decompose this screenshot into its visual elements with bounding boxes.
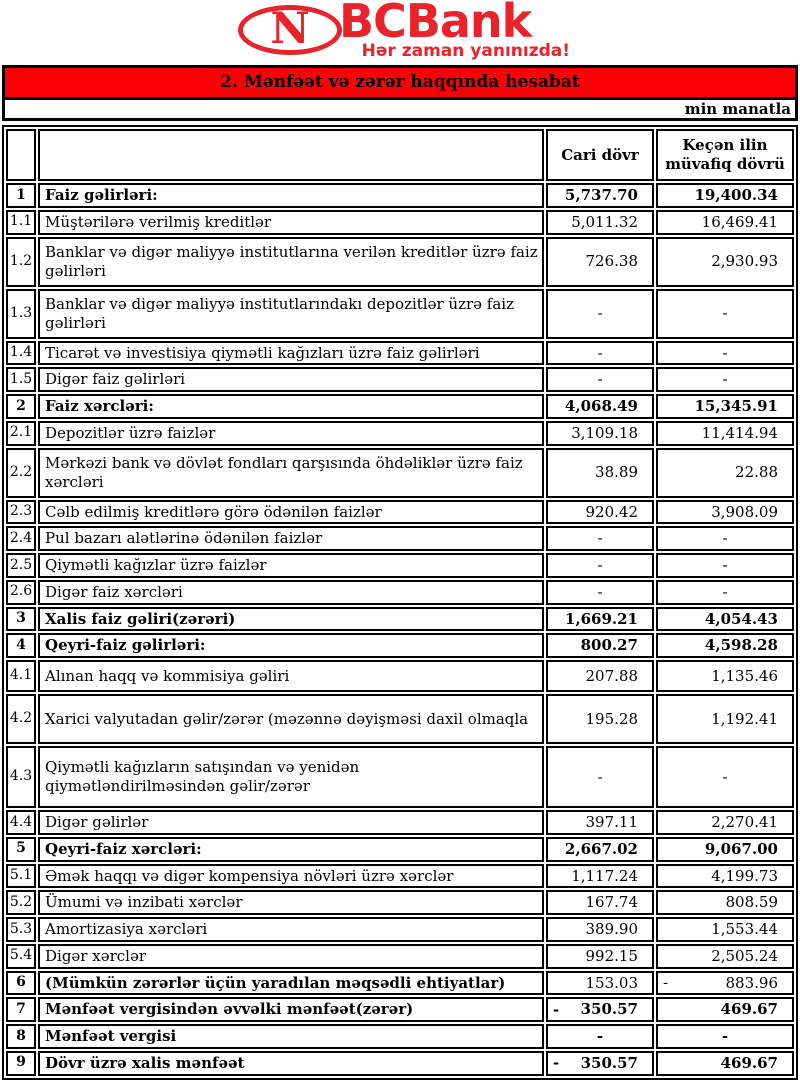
previous-value: 3,908.09: [711, 502, 778, 521]
previous-period-cell: [656, 237, 794, 287]
unit-note: min manatla: [2, 97, 798, 121]
logo-monogram: N: [270, 4, 310, 54]
current-period-cell: [546, 890, 654, 915]
row-label-cell: Digər faiz gəlirləri: [38, 367, 544, 392]
current-value: -: [597, 304, 603, 323]
previous-value: -: [722, 767, 728, 786]
previous-value: 9,067.00: [704, 839, 778, 858]
current-period-cell: [546, 183, 654, 208]
row-number-cell: 5.3: [6, 917, 36, 942]
row-number-cell: 4.2: [6, 694, 36, 744]
negative-sign: -: [553, 1053, 560, 1072]
row-label-cell: (Mümkün zərərlər üçün yaradılan məqsədli ehtiyatlar): [38, 971, 544, 996]
previous-period-cell: [656, 944, 794, 969]
previous-value: -: [722, 304, 728, 323]
table-row: [6, 448, 794, 498]
previous-period-cell: [656, 633, 794, 658]
table-row: [6, 660, 794, 692]
row-label-cell: Banklar və digər maliyyə institutlarına verilən kreditlər üzrə faiz gəlirləri: [38, 237, 544, 287]
current-period-cell: [546, 1024, 654, 1049]
current-value: 389.90: [585, 920, 638, 938]
row-label-cell: Faiz gəlirləri:: [38, 183, 544, 208]
table-row: [6, 633, 794, 658]
row-number-cell: 4.3: [6, 746, 36, 808]
current-value: 397.11: [585, 813, 638, 831]
row-number-cell: 6: [6, 971, 36, 996]
current-value: -: [597, 370, 603, 389]
table-row: [6, 580, 794, 605]
row-label-cell: Əmək haqqı və digər kompensiya növləri üzrə xərclər: [38, 864, 544, 889]
current-value: 207.88: [585, 666, 638, 685]
row-label-cell: Depozitlər üzrə faizlər: [38, 421, 544, 446]
row-number-cell: 4.1: [6, 660, 36, 692]
previous-value: 808.59: [725, 893, 778, 912]
previous-value: 1,553.44: [711, 920, 778, 938]
current-period-cell: [546, 500, 654, 525]
row-number-cell: 8: [6, 1024, 36, 1049]
table-row: [6, 607, 794, 632]
previous-value: 4,054.43: [704, 609, 778, 628]
previous-period-cell: [656, 448, 794, 498]
previous-value: 2,930.93: [711, 252, 778, 271]
previous-value: -: [722, 582, 728, 601]
table-row: [6, 421, 794, 446]
row-label-cell: Dövr üzrə xalis mənfəət: [38, 1051, 544, 1076]
previous-value: 1,135.46: [711, 666, 778, 685]
table-row: [6, 890, 794, 915]
row-number-cell: 1.1: [6, 210, 36, 235]
current-value: 992.15: [585, 946, 638, 965]
current-period-cell: [546, 997, 654, 1022]
header-previous-period: Keçən ilin müvafiq dövrü: [656, 129, 794, 181]
table-row: [6, 944, 794, 969]
negative-sign: -: [663, 973, 669, 992]
previous-value: 11,414.94: [701, 423, 778, 442]
previous-value: 2,270.41: [711, 813, 778, 831]
table-row: [6, 210, 794, 235]
row-number-cell: 9: [6, 1051, 36, 1076]
current-period-cell: [546, 210, 654, 235]
previous-value: 469.67: [720, 1000, 778, 1019]
current-period-cell: [546, 810, 654, 835]
previous-period-cell: [656, 971, 794, 996]
current-value: 350.57: [580, 1053, 638, 1072]
current-value: 5,737.70: [564, 186, 638, 204]
previous-value: -: [721, 1027, 729, 1045]
table-row: [6, 500, 794, 525]
previous-period-cell: [656, 997, 794, 1022]
logo-wordmark: BCBank: [339, 0, 532, 48]
row-number-cell: 1.5: [6, 367, 36, 392]
current-period-cell: [546, 864, 654, 889]
table-row: [6, 237, 794, 287]
current-period-cell: [546, 289, 654, 339]
current-period-cell: [546, 448, 654, 498]
previous-period-cell: [656, 864, 794, 889]
previous-period-cell: [656, 890, 794, 915]
table-row: [6, 183, 794, 208]
current-value: -: [597, 343, 603, 362]
previous-period-cell: [656, 580, 794, 605]
row-number-cell: 2.3: [6, 500, 36, 525]
row-number-cell: 2.1: [6, 421, 36, 446]
header-label-cell: [38, 129, 544, 181]
previous-period-cell: [656, 526, 794, 551]
row-label-cell: Cəlb edilmiş kreditlərə görə ödənilən faizlər: [38, 500, 544, 525]
header-current-period: Cari dövr: [546, 129, 654, 181]
previous-period-cell: [656, 289, 794, 339]
row-number-cell: 3: [6, 607, 36, 632]
previous-period-cell: [656, 837, 794, 862]
row-number-cell: 7: [6, 997, 36, 1022]
previous-period-cell: [656, 341, 794, 366]
row-number-cell: 1.3: [6, 289, 36, 339]
current-period-cell: [546, 694, 654, 744]
current-period-cell: [546, 394, 654, 419]
row-label-cell: Mərkəzi bank və dövlət fondları qarşısında öhdəliklər üzrə faiz xərcləri: [38, 448, 544, 498]
table-row: [6, 837, 794, 862]
previous-value: 19,400.34: [694, 186, 778, 204]
previous-value: -: [722, 343, 728, 362]
row-number-cell: 4.4: [6, 810, 36, 835]
previous-value: 883.96: [725, 973, 778, 992]
table-row: [6, 553, 794, 578]
table-row: [6, 526, 794, 551]
previous-value: -: [722, 370, 728, 389]
previous-period-cell: [656, 660, 794, 692]
row-number-cell: 1.2: [6, 237, 36, 287]
table-row: [6, 1024, 794, 1049]
row-label-cell: Müştərilərə verilmiş kreditlər: [38, 210, 544, 235]
row-label-cell: Digər gəlirlər: [38, 810, 544, 835]
row-number-cell: 4: [6, 633, 36, 658]
row-label-cell: Ümumi və inzibati xərclər: [38, 890, 544, 915]
previous-period-cell: [656, 1051, 794, 1076]
current-period-cell: [546, 746, 654, 808]
row-number-cell: 5: [6, 837, 36, 862]
current-period-cell: [546, 341, 654, 366]
current-value: 195.28: [585, 709, 638, 728]
previous-period-cell: [656, 1024, 794, 1049]
current-value: 4,068.49: [564, 397, 638, 415]
current-value: 2,667.02: [564, 839, 638, 858]
header-number-cell: [6, 129, 36, 181]
previous-period-cell: [656, 810, 794, 835]
previous-period-cell: [656, 746, 794, 808]
current-value: 38.89: [595, 463, 638, 482]
row-label-cell: Digər faiz xərcləri: [38, 580, 544, 605]
table-row: [6, 746, 794, 808]
report-title: 2. Mənfəət və zərər haqqında hesabat: [2, 65, 798, 97]
row-label-cell: Alınan haqq və kommisiya gəliri: [38, 660, 544, 692]
current-period-cell: [546, 1051, 654, 1076]
previous-period-cell: [656, 607, 794, 632]
current-value: -: [597, 767, 603, 786]
row-label-cell: Faiz xərcləri:: [38, 394, 544, 419]
current-period-cell: [546, 421, 654, 446]
row-label-cell: Qiymətli kağızlar üzrə faizlər: [38, 553, 544, 578]
current-period-cell: [546, 526, 654, 551]
current-period-cell: [546, 917, 654, 942]
row-label-cell: Pul bazarı alətlərinə ödənilən faizlər: [38, 526, 544, 551]
previous-period-cell: [656, 367, 794, 392]
table-row: [6, 1051, 794, 1076]
previous-value: -: [722, 556, 728, 574]
current-value: 1,669.21: [564, 609, 638, 628]
current-value: 153.03: [585, 973, 638, 992]
current-value: -: [597, 529, 603, 548]
row-label-cell: Qeyri-faiz gəlirləri:: [38, 633, 544, 658]
row-label-cell: Amortizasiya xərcləri: [38, 917, 544, 942]
current-value: -: [597, 582, 603, 601]
current-period-cell: [546, 660, 654, 692]
row-label-cell: Xalis faiz gəliri(zərəri): [38, 607, 544, 632]
current-period-cell: [546, 633, 654, 658]
table-row: [6, 810, 794, 835]
table-row: [6, 971, 794, 996]
current-period-cell: [546, 237, 654, 287]
current-value: 800.27: [580, 636, 638, 655]
previous-value: -: [722, 529, 728, 548]
row-number-cell: 2.6: [6, 580, 36, 605]
row-label-cell: Banklar və digər maliyyə institutlarındakı depozitlər üzrə faiz gəlirləri: [38, 289, 544, 339]
previous-period-cell: [656, 553, 794, 578]
previous-value: 15,345.91: [694, 397, 778, 415]
logo-slogan: Hər zaman yanınızda!: [361, 41, 570, 61]
table-row: [6, 997, 794, 1022]
previous-value: 22.88: [735, 463, 778, 482]
current-value: -: [596, 1027, 604, 1045]
current-value: -: [597, 556, 603, 574]
previous-value: 469.67: [720, 1053, 778, 1072]
row-number-cell: 1.4: [6, 341, 36, 366]
current-period-cell: [546, 944, 654, 969]
previous-value: 2,505.24: [711, 946, 778, 965]
current-period-cell: [546, 580, 654, 605]
row-number-cell: 2.4: [6, 526, 36, 551]
previous-period-cell: [656, 210, 794, 235]
row-number-cell: 2.2: [6, 448, 36, 498]
current-period-cell: [546, 971, 654, 996]
current-value: 726.38: [585, 252, 638, 271]
current-period-cell: [546, 607, 654, 632]
row-label-cell: Mənfəət vergisindən əvvəlki mənfəət(zərər): [38, 997, 544, 1022]
table-row: [6, 864, 794, 889]
previous-period-cell: [656, 183, 794, 208]
row-number-cell: 5.2: [6, 890, 36, 915]
previous-period-cell: [656, 694, 794, 744]
previous-value: 4,199.73: [711, 866, 778, 885]
row-number-cell: 1: [6, 183, 36, 208]
current-value: 920.42: [585, 502, 638, 521]
row-number-cell: 5.4: [6, 944, 36, 969]
current-period-cell: [546, 837, 654, 862]
income-statement-table: [2, 125, 798, 1080]
row-number-cell: 2: [6, 394, 36, 419]
previous-value: 4,598.28: [704, 636, 778, 655]
row-number-cell: 2.5: [6, 553, 36, 578]
current-period-cell: [546, 553, 654, 578]
current-value: 3,109.18: [571, 423, 638, 442]
table-row: [6, 367, 794, 392]
row-label-cell: Digər xərclər: [38, 944, 544, 969]
row-label-cell: Qiymətli kağızların satışından və yenidən qiymətləndirilməsindən gəlir/zərər: [38, 746, 544, 808]
previous-period-cell: [656, 394, 794, 419]
table-row: [6, 394, 794, 419]
current-value: 350.57: [580, 1000, 638, 1019]
table-row: [6, 341, 794, 366]
table-row: [6, 289, 794, 339]
row-label-cell: Mənfəət vergisi: [38, 1024, 544, 1049]
row-label-cell: Ticarət və investisiya qiymətli kağızları üzrə faiz gəlirləri: [38, 341, 544, 366]
nbcbank-logo: [0, 0, 800, 64]
negative-sign: -: [553, 1000, 560, 1019]
table-row: [6, 917, 794, 942]
current-value: 167.74: [585, 893, 638, 912]
table-row: [6, 694, 794, 744]
table-header-row: [6, 129, 794, 181]
row-label-cell: Qeyri-faiz xərcləri:: [38, 837, 544, 862]
current-period-cell: [546, 367, 654, 392]
previous-period-cell: [656, 500, 794, 525]
previous-value: 1,192.41: [711, 709, 778, 728]
previous-period-cell: [656, 917, 794, 942]
current-value: 5,011.32: [571, 212, 638, 231]
previous-value: 16,469.41: [701, 212, 778, 231]
current-value: 1,117.24: [571, 866, 638, 885]
row-label-cell: Xarici valyutadan gəlir/zərər (məzənnə dəyişməsi daxil olmaqla: [38, 694, 544, 744]
previous-period-cell: [656, 421, 794, 446]
row-number-cell: 5.1: [6, 864, 36, 889]
